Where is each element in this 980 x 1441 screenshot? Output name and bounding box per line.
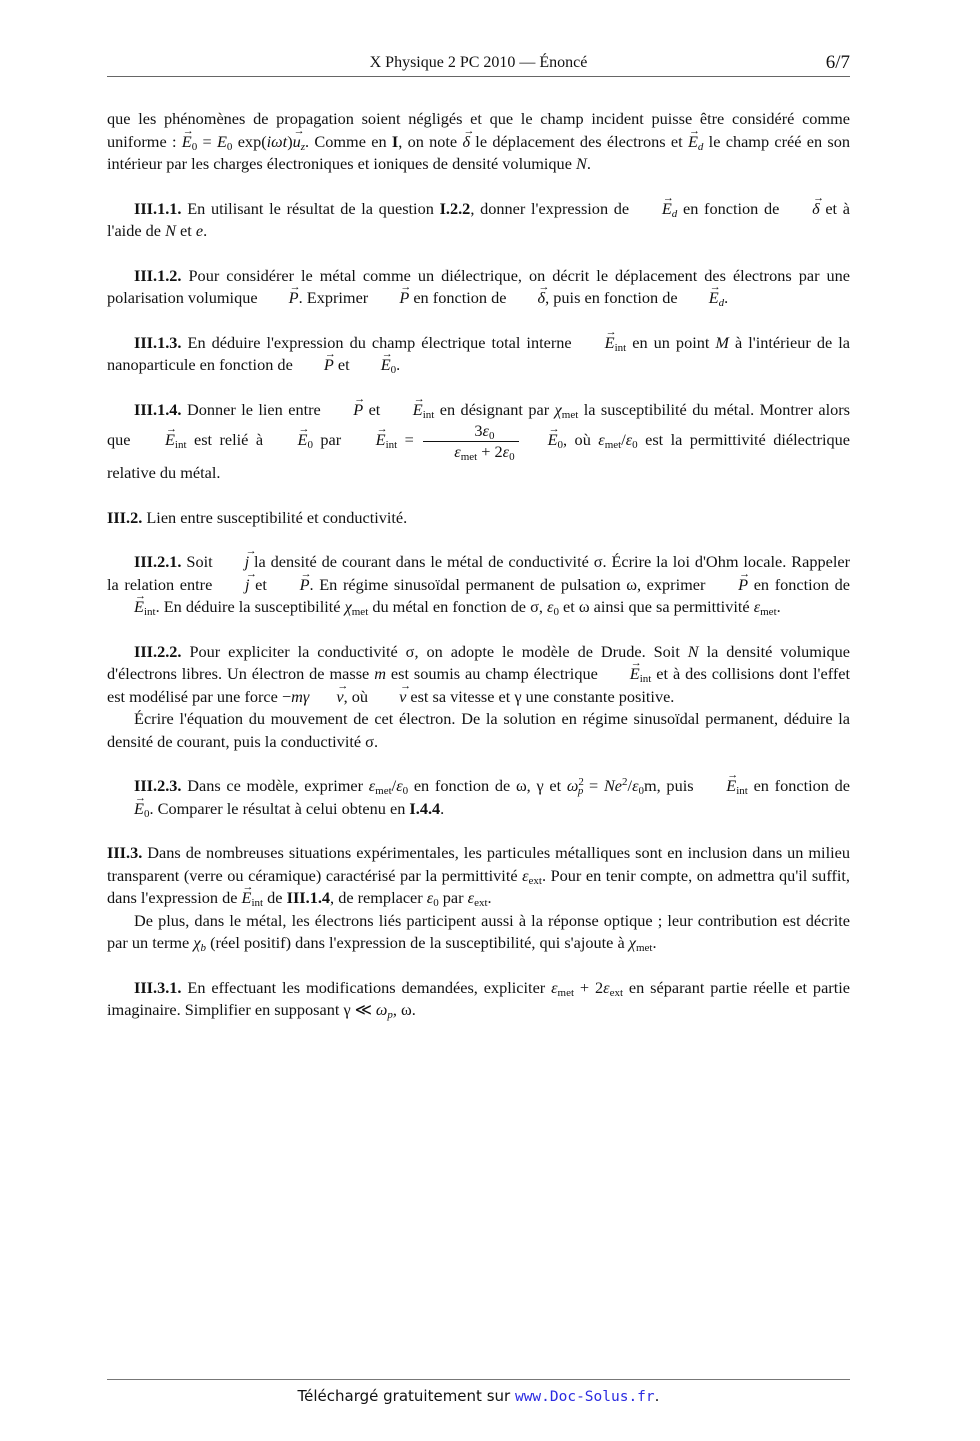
footer-trailing: .: [654, 1387, 660, 1405]
question-III-1-2: III.1.2. Pour considérer le métal comme un diélectrique, on décrit le déplacement des électrons par une polarisation volumique → P. Exprimer → P en fonction de → δ, puis en fonction de → $E_d$.: [107, 265, 850, 310]
question-III-2-1: III.2.1. Soit → j la densité de courant dans le métal de conductivité σ. Écrire la loi d'Ohm locale. Rappeler la relation entre → j et → P. En régime sinusoïdal permanent de pulsation ω, exprimer → P en fonction de → $E_{int}$. En déduire la susceptibilité $\chi_{met}$ du métal en fonction de σ, $\varepsilon_0$ et ω ainsi que sa permittivité $\varepsilon_{met}$.: [107, 551, 850, 619]
question-label: III.1.1.: [134, 198, 182, 218]
document-title: X Physique 2 PC 2010 — Énoncé: [369, 54, 588, 71]
question-III-3-1: III.3.1. En effectuant les modifications demandées, expliciter $\varepsilon_{met} + 2\varepsilon_{ext}$ en séparant partie réelle et partie imaginaire. Simplifier en supposant γ ≪ $\omega_p$, ω.: [107, 977, 850, 1021]
question-III-1-4: III.1.4. Donner le lien entre → P et → $E_{int}$ en désignant par $\chi_{met}$ la susceptibilité du métal. Montrer alors que → $E_{int}$ est relié à → $E_0$ par → $E_{int}$ = $\frac{3\varepsilon_0}{\varepsilon_{met} + 2\varepsilon_0}$ → $E_0$, où $\varepsilon_{met}/\varepsilon_0$ est la permittivité diélectrique relative du métal.: [107, 399, 850, 485]
question-label: III.3.1.: [134, 977, 182, 997]
question-label: III.1.2.: [134, 265, 182, 285]
question-label: III.2.2.: [134, 641, 182, 661]
section-III-3-continued: De plus, dans le métal, les électrons liés participent aussi à la réponse optique ; leur contribution est décrite par un terme $\chi_b$ (réel positif) dans l'expression de la susceptibilité, qui s'ajoute à $\chi_{met}$.: [107, 910, 850, 954]
section-III-3: III.3. Dans de nombreuses situations expérimentales, les particules métalliques sont en inclusion dans un milieu transparent (verre ou céramique) caractérisé par la permittivité $\varepsilon_{ext}$. Pour en tenir compte, on admettra qu'il suffit, dans l'expression de → $E_{int}$ de III.1.4, de remplacer $\varepsilon_0$ par $\varepsilon_{ext}$.: [107, 842, 850, 910]
question-label: III.2.1.: [134, 552, 182, 571]
section-III-2: III.2. Lien entre susceptibilité et conductivité.: [107, 507, 408, 527]
question-III-2-2: III.2.2. Pour expliciter la conductivité σ, on adopte le modèle de Drude. Soit N la densité volumique d'électrons libres. Un électron de masse m est soumis au champ électrique → $E_{int}$ et à des collisions dont l'effet est modélisé par une force −mγ→ v, où → v est sa vitesse et γ une constante positive.: [107, 641, 850, 709]
footer-text: Téléchargé gratuitement sur: [297, 1387, 511, 1405]
question-label: III.3.: [107, 843, 143, 862]
question-label: III.1.3.: [134, 332, 182, 352]
question-III-1-1: III.1.1. En utilisant le résultat de la question I.2.2, donner l'expression de → $E_d$ en fonction de → δ et à l'aide de N et e.: [107, 198, 850, 243]
question-label: III.2.3.: [134, 776, 182, 795]
question-III-2-3: III.2.3. Dans ce modèle, exprimer $\varepsilon_{met}/\varepsilon_0$ en fonction de ω, γ et $\omega^2_p = Ne^2/\varepsilon_0m$, puis → $E_{int}$ en fonction de → $E_0$. Comparer le résultat à celui obtenu en I.4.4.: [107, 775, 850, 820]
question-label: III.1.4.: [134, 399, 182, 419]
page-footer: [107, 1387, 850, 1405]
intro-paragraph: que les phénomènes de propagation soient négligés et que le champ incident puisse être considéré comme uniforme : → $E_0 = E_0$ $\exp(i\omega t)\to u_z$. Comme en I, on note → δ le déplacement des électrons et → $E_d$ le champ créé en son intérieur par les charges électroniques et ioniques de densité volumique N.: [107, 108, 850, 176]
footer-link[interactable]: www.Doc-Solus.fr: [514, 1389, 655, 1405]
page-header: [107, 52, 850, 77]
footer-divider: [107, 1379, 850, 1380]
question-label: III.2.: [107, 507, 143, 527]
page-number: 6/7: [825, 52, 850, 73]
question-III-1-3: III.1.3. En déduire l'expression du champ électrique total interne → $E_{int}$ en un point M à l'intérieur de la nanoparticule en fonction de → P et → $E_0$.: [107, 332, 850, 377]
fraction: $\frac{3\varepsilon_0}{\varepsilon_{met} + 2\varepsilon_0}$: [423, 421, 518, 462]
document-body: [107, 108, 850, 1022]
question-III-2-2-continued: Écrire l'équation du mouvement de cet électron. De la solution en régime sinusoïdal permanent, déduire la densité de courant, puis la conductivité σ.: [107, 709, 850, 751]
